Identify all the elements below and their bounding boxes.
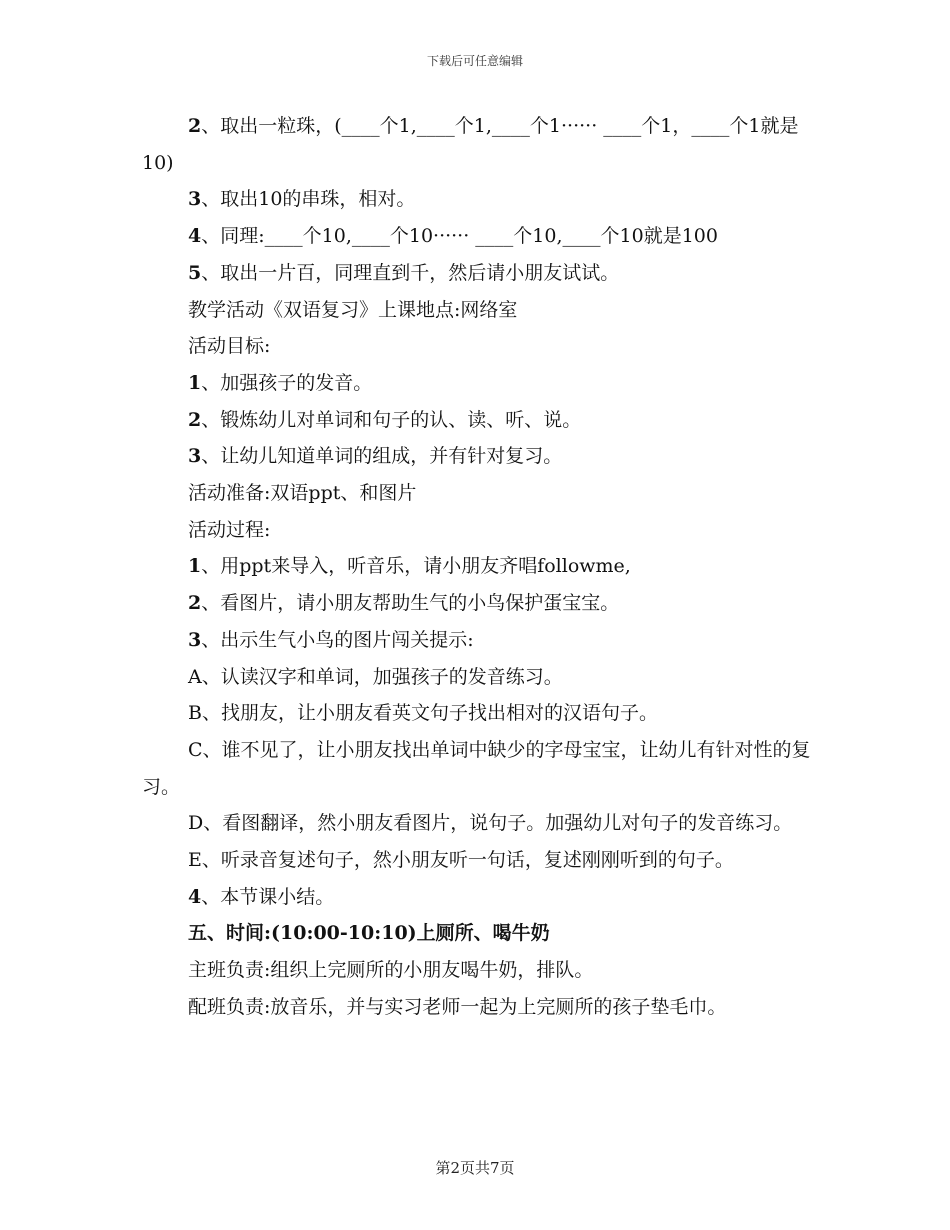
paragraph: 活动目标: [188, 335, 271, 358]
paragraph: 4、本节课小结。 [188, 885, 335, 908]
paragraph: 5、取出一片百，同理直到千，然后请小朋友试试。 [188, 261, 620, 284]
document-body [142, 108, 812, 1026]
page-header: 下载后可任意编辑 [426, 54, 523, 68]
paragraph: E、听录音复述句子，然小朋友听一句话，复述刚刚听到的句子。 [188, 849, 734, 872]
paragraph: A、认读汉字和单词，加强孩子的发音练习。 [188, 665, 563, 688]
paragraph: 2、取出一粒珠，(____个1,____个1,____个1······ ____个1，____个1就是10) [142, 115, 799, 174]
page-footer: 第2页共7页 [435, 1159, 515, 1177]
paragraph: 3、让幼儿知道单词的组成，并有针对复习。 [188, 445, 563, 468]
paragraph: B、找朋友，让小朋友看英文句子找出相对的汉语句子。 [188, 702, 658, 725]
paragraph: C、谁不见了，让小朋友找出单词中缺少的字母宝宝，让幼儿有针对性的复习。 [142, 738, 811, 798]
paragraph: 主班负责:组织上完厕所的小朋友喝牛奶，排队。 [188, 959, 594, 982]
paragraph: 2、锻炼幼儿对单词和句子的认、读、听、说。 [188, 408, 582, 431]
paragraph: D、看图翻译，然小朋友看图片，说句子。加强幼儿对句子的发音练习。 [188, 812, 793, 835]
section-heading: 五、时间:(10:00-10:10)上厕所、喝牛奶 [188, 922, 550, 945]
paragraph: 活动过程: [188, 518, 271, 541]
paragraph: 3、出示生气小鸟的图片闯关提示: [188, 628, 474, 651]
paragraph: 1、加强孩子的发音。 [188, 371, 373, 394]
paragraph: 教学活动《双语复习》上课地点:网络室 [188, 298, 518, 321]
paragraph: 3、取出10的串珠，相对。 [188, 188, 416, 211]
paragraph: 2、看图片，请小朋友帮助生气的小鸟保护蛋宝宝。 [188, 592, 620, 615]
paragraph: 1、用ppt来导入，听音乐，请小朋友齐唱followme, [188, 555, 631, 578]
paragraph: 4、同理:____个10,____个10······ ____个10,____个10就是100 [188, 225, 718, 248]
paragraph: 活动准备:双语ppt、和图片 [188, 482, 417, 505]
paragraph: 配班负责:放音乐，并与实习老师一起为上完厕所的孩子垫毛巾。 [188, 995, 727, 1018]
